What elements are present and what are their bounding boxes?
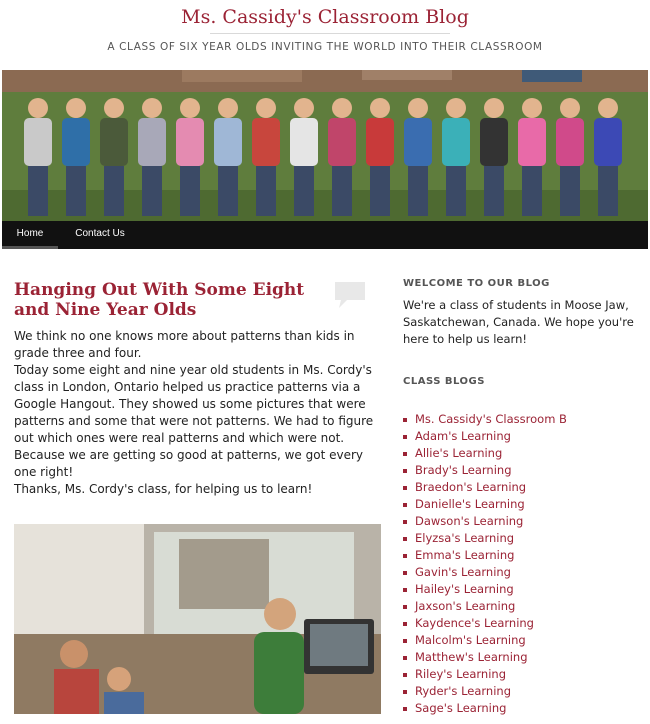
class-blog-link[interactable]: Riley's Learning <box>403 666 567 683</box>
post-paragraph: Thanks, Ms. Cordy's class, for helping us to learn! <box>14 482 313 496</box>
welcome-heading: WELCOME TO OUR BLOG <box>403 278 550 289</box>
class-blog-link[interactable]: Adam's Learning <box>403 428 567 445</box>
site-title[interactable]: Ms. Cassidy's Classroom Blog <box>181 6 469 28</box>
class-blog-link[interactable]: Danielle's Learning <box>403 496 567 513</box>
main-nav <box>2 221 648 249</box>
class-blog-link[interactable]: Malcolm's Learning <box>403 632 567 649</box>
class-blogs-heading: CLASS BLOGS <box>403 376 485 387</box>
class-blogs-list <box>403 411 567 717</box>
class-blog-link[interactable]: Braedon's Learning <box>403 479 567 496</box>
comment-bubble-icon[interactable] <box>335 282 365 308</box>
post-photo[interactable] <box>14 524 381 714</box>
class-blog-link[interactable]: Jaxson's Learning <box>403 598 567 615</box>
class-blog-link[interactable]: Ryder's Learning <box>403 683 567 700</box>
class-blog-link[interactable]: Matthew's Learning <box>403 649 567 666</box>
post-paragraph: Because we are getting so good at patterns, we got every one right! <box>14 448 364 479</box>
class-blog-link[interactable]: Ms. Cassidy's Classroom B <box>403 411 567 428</box>
classroom-photo-illustration <box>14 524 381 714</box>
title-divider <box>210 33 450 34</box>
site-header <box>0 0 650 70</box>
class-blog-link[interactable]: Dawson's Learning <box>403 513 567 530</box>
class-blog-link[interactable]: Hailey's Learning <box>403 581 567 598</box>
class-blog-link[interactable]: Sage's Learning <box>403 700 567 717</box>
nav-home[interactable]: Home <box>2 221 58 249</box>
welcome-text: We're a class of students in Moose Jaw, Saskatchewan, Canada. We hope you're here to help us learn! <box>403 298 634 346</box>
class-blog-link[interactable]: Kaydence's Learning <box>403 615 567 632</box>
class-blog-link[interactable]: Gavin's Learning <box>403 564 567 581</box>
post-title[interactable]: Hanging Out With Some Eight and Nine Year Olds <box>14 280 305 320</box>
header-photo <box>2 70 648 221</box>
nav-contact-us[interactable]: Contact Us <box>75 228 125 239</box>
class-blog-link[interactable]: Emma's Learning <box>403 547 567 564</box>
post-paragraph: Today some eight and nine year old students in Ms. Cordy's class in London, Ontario helped us practice patterns via a Google Hangout. They showed us some pictures that were patterns and some that were not patterns. We had to figure out which ones were real patterns and which were not. <box>14 363 374 445</box>
post-paragraph: We think no one knows more about patterns than kids in grade three and four. <box>14 329 355 360</box>
blog-post <box>14 280 380 498</box>
class-photo-illustration <box>2 70 648 221</box>
class-blog-link[interactable]: Brady's Learning <box>403 462 567 479</box>
class-blog-link[interactable]: Elyzsa's Learning <box>403 530 567 547</box>
sidebar <box>403 278 643 715</box>
site-tagline: A CLASS OF SIX YEAR OLDS INVITING THE WORLD INTO THEIR CLASSROOM <box>107 41 543 53</box>
post-body <box>14 328 380 498</box>
class-blog-link[interactable]: Allie's Learning <box>403 445 567 462</box>
